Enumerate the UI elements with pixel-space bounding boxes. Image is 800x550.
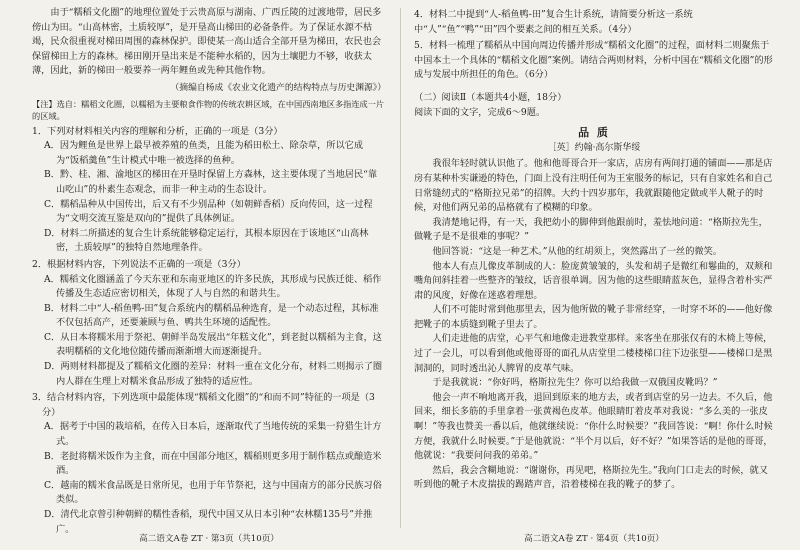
right-page (414, 6, 774, 493)
story-paragraph: 人们不可能时常到他那里去，因为他所做的靴子非常经穿，一时穿不坏的——他好像把靴子的本质缝到靴子里去了。 (414, 304, 773, 330)
story-title: 品 质 (578, 126, 610, 140)
option-a: A．糯稻文化圈涵盖了今天东亚和东南亚地区的许多民族，其形成与民族迁徙、稻作传播及生态适应密切相关，体现了人与自然的和谐共生。 (44, 273, 382, 300)
question-stem: 3．结合材料内容，下列选项中最能体现“糯稻文化圈”的“和而不同”特征的一项是（3分） (32, 392, 375, 418)
option-a: A．据考于中国的栽培稻，在传入日本后，逐渐取代了当地传统的采集一狩猎生计方式。 (44, 421, 382, 448)
question-stem: 2．根据材料内容，下列说法不正确的一项是（3分） (32, 258, 246, 270)
option-b: B．材料二中“人-稻鱼鸭-田”复合系统内的糯稻品种选育，是一个动态过程，其标准不仅包括高产，还要兼顾与鱼、鸭共生环境的适配性。 (44, 302, 379, 329)
option-c: C．从日本将糯米用于祭祀、朝鲜半岛发展出“年糕文化”，到老挝以糯稻为主食，这表明糯稻的文化地位随传播而渐渐增大而逐渐提升。 (44, 331, 382, 358)
question-1 (32, 125, 386, 256)
page-footer-right: 高二语文A卷 ZT · 第4页（共10页） (524, 534, 664, 544)
question-2 (32, 258, 386, 389)
page-divider (400, 8, 401, 528)
option-d: D．两则材料都提及了糯稻文化圈的差异：材料一重在文化分布，材料二则揭示了圈内人群在生理上对糯米食品形成了独特的适应性。 (44, 361, 383, 387)
section-heading: （二）阅读Ⅱ（本题共4小题，18分） (414, 91, 567, 103)
option-d: D．材料二所描述的复合生计系统能够稳定运行，其根本原因在于该地区“山高林密，土质较厚”的独特自然地理条件。 (44, 227, 369, 254)
story-paragraph: 我清楚地记得，有一天，我把幼小的脚伸到他跟前时，羞怯地问道：“格斯拉先生，做靴子是不是很难的事呢？” (414, 216, 768, 243)
section-instructions: 阅读下面的文字，完成6～9题。 (414, 106, 546, 118)
option-c: C．越南的糯米食品既是日常所见，也用于年节祭祀，这与中国南方的部分民族习俗类似。 (44, 479, 382, 506)
story-paragraph: 然后，我会含糊地说：“谢谢你，再见吧，格斯拉先生。”我向门口走去的时候，就又听到他的靴子木皮揣拔的踢踏声音，沿着楼梯在我的靴子的梦了。 (414, 464, 768, 491)
passage-note: 【注】选自：糯稻文化圈，以糯稻为主要粮食作物的传统农耕区域，在中国西南地区多指连成一片的区域。 (32, 98, 385, 122)
left-page (32, 6, 386, 537)
story-paragraph: 我很年轻时就认识他了。他和他哥哥合开一家店，店房有两间打通的铺面——那是店房有某种朴实谦逊的特色，门面上没有注明任何为王室服务的标记，只有自家姓名和自己日常缝纫式的“格斯拉兄弟”的招牌。大约十四岁那年，我就跟随他定做或半人靴子的时候，对他们两兄弟的品格就有了模糊的印象。 (414, 158, 773, 214)
page-footer-left: 高二语文A卷 ZT · 第3页（共10页） (139, 534, 279, 544)
story-body (414, 157, 774, 493)
question-3 (32, 391, 386, 537)
question-stem: 1．下列对材料相关内容的理解和分析，正确的一项是（3分） (32, 125, 283, 137)
story-paragraph: 他会一声不响地离开我，退回到原来的地方去，或者到店堂的另一边去。不久后，他回来，细长多筋的手里拿着一张黄褐色皮革。他眼睛盯着皮革对我说：“多么美的一张皮啊！”等我也赞美一番以后，他就继续说：“你什么时候要？”我回答说：“啊！你什么时候方便，我就什么时候要。”于是他就说：“半个月以后，好不好？”如果答话的是他的哥哥，他就说：“我要问问我的弟弟。” (414, 391, 773, 462)
option-a: A．因为鲤鱼是世界上最早被养殖的鱼类，且能为稻田松土、除杂草，所以它成为“饭稻羹鱼”生计模式中唯一被选择的鱼种。 (44, 140, 364, 166)
option-b: B．老挝将糯米饭作为主食，而在中国部分地区，糯稻则更多用于制作糕点或酿造米酒。 (44, 450, 382, 477)
option-d: D．清代北京曾引种朝鲜的糯性香稻，现代中国又从日本引种“农林糯135号”并推广。 (44, 509, 373, 535)
question-4: 4．材料二中提到“人-稻鱼鸭-田”复合生计系统，请简要分析这一系统中“人”“鱼”“鸭”“田”四个要素之间的相互关系。（4分） (414, 9, 693, 35)
option-b: B．黔、桂、湘、渝地区的梯田在开垦时保留上方森林，这主要体现了当地居民“靠山吃山”的朴素生态观念，而非一种主动的生态设计。 (44, 169, 378, 195)
option-c: C．糯稻品种从中国传出，后又有不少别品种（如朝鲜香稻）反向传回，这一过程为“文明交流互鉴是双向的”提供了具体例证。 (44, 198, 373, 225)
story-paragraph: 于是我就说：“你好吗，格斯拉先生？你可以给我做一双俄国皮靴吗？” (432, 377, 718, 389)
story-paragraph: 人们走进他的店堂，心平气和地像走进教堂那样。来客坐在那张仅有的木椅上等候，过了一会儿，可以看到他或他哥哥的面孔从店堂里二楼楼梯口往下边张望——楼梯口是黑洞洞的，同时透出沁人脾胃的皮革气味。 (414, 333, 773, 374)
passage-source: （摘编自杨成《农业文化遗产的结构特点与历史渊源》） (170, 82, 386, 93)
passage-paragraph: 由于“糯稻文化圈”的地理位置处于云贵高原与湖南、广西丘陵的过渡地带，居民多傍山为田。“山高林密，土质较厚”，是开垦高山梯田的必备条件。为了保证水源不枯竭，民众很重视对梯田周围的森林保护。即使某一高山适合全部开垦为梯田，农民也会保留梯田上方的森林。梯田刚开垦出来是不能种水稻的，因为土壤肥力不够，收获太薄，因此，新的梯田一般要养一两年鲤鱼或先种其他作物。 (32, 7, 382, 77)
story-author: ［英］约翰·高尔斯华绥 (547, 142, 641, 153)
story-paragraph: 他本人有点儿像皮革制成的人：脸庞黄皱皱的，头发和胡子是微红和鬈曲的，双颊和嘴角间斜挂着一些整齐的皱纹，话音很单调。因为他的这些眼睛蓝灰色，显得含着朴实严肃的风度，好像在迷惑着理想。 (414, 260, 773, 301)
story-paragraph: 他回答说：“这是一种艺术。”从他的红胡须上，突然露出了一丝的微笑。 (432, 245, 722, 257)
question-5: 5．材料一梳理了糯稻从中国向周边传播并形成“糯稻文化圈”的过程，面材料二则聚焦于中国本土一个具体的“糯稻文化圈”案例。请结合两则材料，分析中国在“糯稻文化圈”的形成与发展中所担任的角色。（6分） (414, 40, 773, 81)
